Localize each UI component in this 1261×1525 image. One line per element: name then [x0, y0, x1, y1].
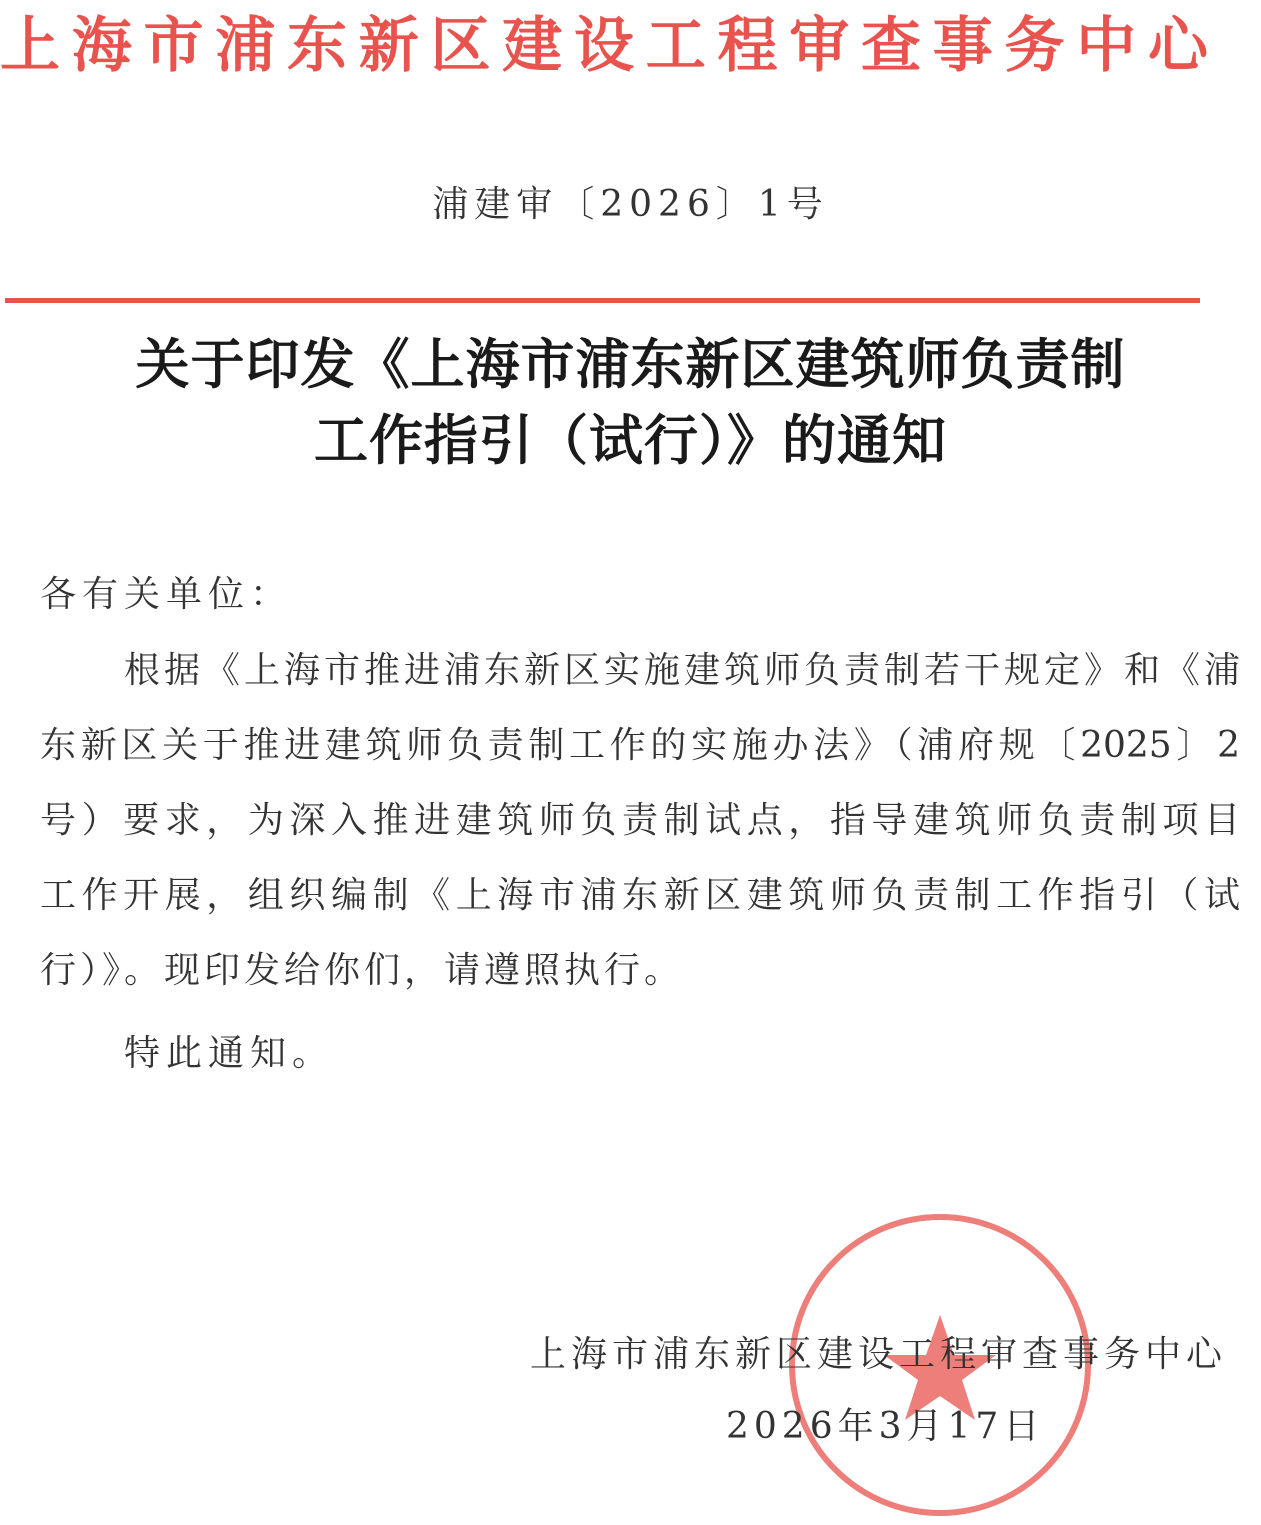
closing: 特此通知。	[124, 1033, 335, 1074]
letterhead-divider	[5, 298, 1200, 303]
signature-date: 2026年3月17日	[726, 1406, 1045, 1447]
body-line: 号）要求，为深入推进建筑师负责制试点，指导建筑师负责制项目	[40, 800, 1240, 841]
document-number: 浦建审〔2026〕1号	[432, 184, 829, 225]
salutation: 各有关单位：	[40, 574, 293, 615]
document-title-line-2: 工作指引（试行）》的通知	[314, 408, 947, 472]
body-line: 工作开展，组织编制《上海市浦东新区建筑师负责制工作指引（试	[40, 875, 1240, 916]
document-title-line-1: 关于印发《上海市浦东新区建筑师负责制	[135, 332, 1126, 396]
letterhead-org-name: 上海市浦东新区建设工程审查事务中心	[0, 11, 1210, 81]
body-line: 根据《上海市推进浦东新区实施建筑师负责制若干规定》和《浦	[124, 650, 1240, 691]
body-line: 东新区关于推进建筑师负责制工作的实施办法》（浦府规〔2025〕2	[40, 725, 1240, 766]
signature-org: 上海市浦东新区建设工程审查事务中心	[530, 1334, 1228, 1375]
body-line: 行）》。现印发给你们，请遵照执行。	[40, 950, 685, 991]
